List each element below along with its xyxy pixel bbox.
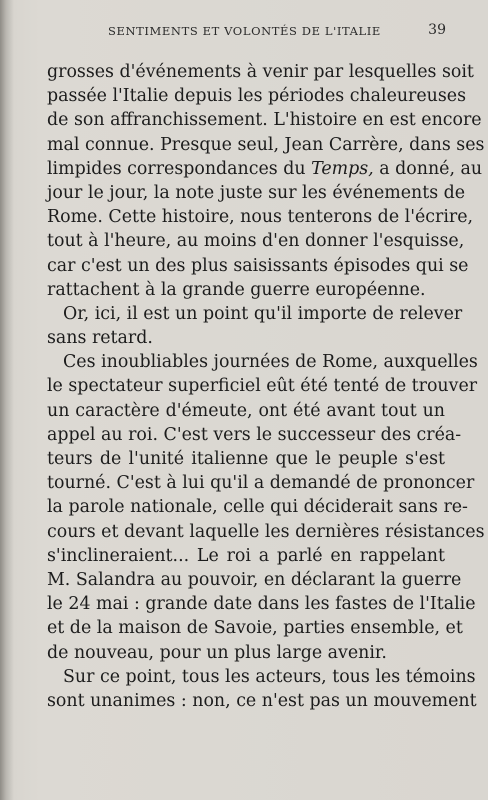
text-line: de nouveau, pour un plus large avenir.	[47, 642, 387, 663]
body-text	[47, 60, 485, 713]
text-line: s'inclineraient... Le roi a parlé en rappelant	[47, 545, 445, 566]
text-line: et de la maison de Savoie, parties ensemble, et	[47, 618, 463, 639]
paragraph	[47, 302, 463, 350]
text-line: Ces inoubliables journées de Rome, auxquelles	[63, 352, 478, 373]
text-line: le spectateur superficiel eût été tenté de trouver	[47, 376, 478, 397]
text-line: sont unanimes : non, ce n'est pas un mouvement	[47, 690, 477, 711]
text-line: Sur ce point, tous les acteurs, tous les témoins	[63, 666, 476, 687]
text-line: passée l'Italie depuis les périodes chaleureuses	[47, 86, 467, 107]
text-line: un caractère d'émeute, ont été avant tout un	[47, 400, 445, 421]
text-line: M. Salandra au pouvoir, en déclarant la guerre	[47, 569, 462, 590]
text-line: grosses d'événements à venir par lesquelles soit	[47, 62, 474, 82]
text-line: mal connue. Presque seul, Jean Carrère, dans ses	[47, 134, 485, 155]
text-line: Rome. Cette histoire, nous tenterons de l'écrire,	[47, 207, 474, 228]
text-line: rattachent à la grande guerre européenne.	[47, 279, 426, 300]
text-line: Or, ici, il est un point qu'il importe de relever	[63, 303, 463, 324]
text-line: car c'est un des plus saisissants épisodes qui se	[47, 255, 469, 276]
text-line: appel au roi. C'est vers le successeur des créa-	[47, 424, 462, 445]
text-line: cours et devant laquelle les dernières résistances	[47, 521, 485, 542]
paragraph	[47, 60, 485, 302]
running-title: SENTIMENTS ET VOLONTÉS DE L'ITALIE	[108, 24, 381, 38]
text-line: sans retard.	[47, 328, 153, 349]
text-line: de son affranchissement. L'histoire en est encore	[47, 110, 482, 131]
text-line: teurs de l'unité italienne que le peuple s'est	[47, 449, 445, 469]
paragraph	[47, 665, 477, 713]
text-line: tourné. C'est à lui qu'il a demandé de prononcer	[47, 473, 475, 494]
page-number: 39	[428, 22, 446, 38]
text-line: jour le jour, la note juste sur les événements de	[47, 182, 466, 203]
text-line: la parole nationale, celle qui déciderait sans re-	[47, 497, 468, 518]
page-header	[108, 24, 446, 42]
text-line	[47, 157, 483, 181]
text-run: a donné, au	[373, 158, 483, 179]
paragraph	[47, 350, 485, 664]
text-run: limpides correspondances du	[47, 158, 312, 179]
italic-title: Temps,	[311, 158, 374, 179]
text-line: le 24 mai : grande date dans les fastes de l'Italie	[47, 594, 476, 615]
text-line: tout à l'heure, au moins d'en donner l'esquisse,	[47, 231, 465, 252]
